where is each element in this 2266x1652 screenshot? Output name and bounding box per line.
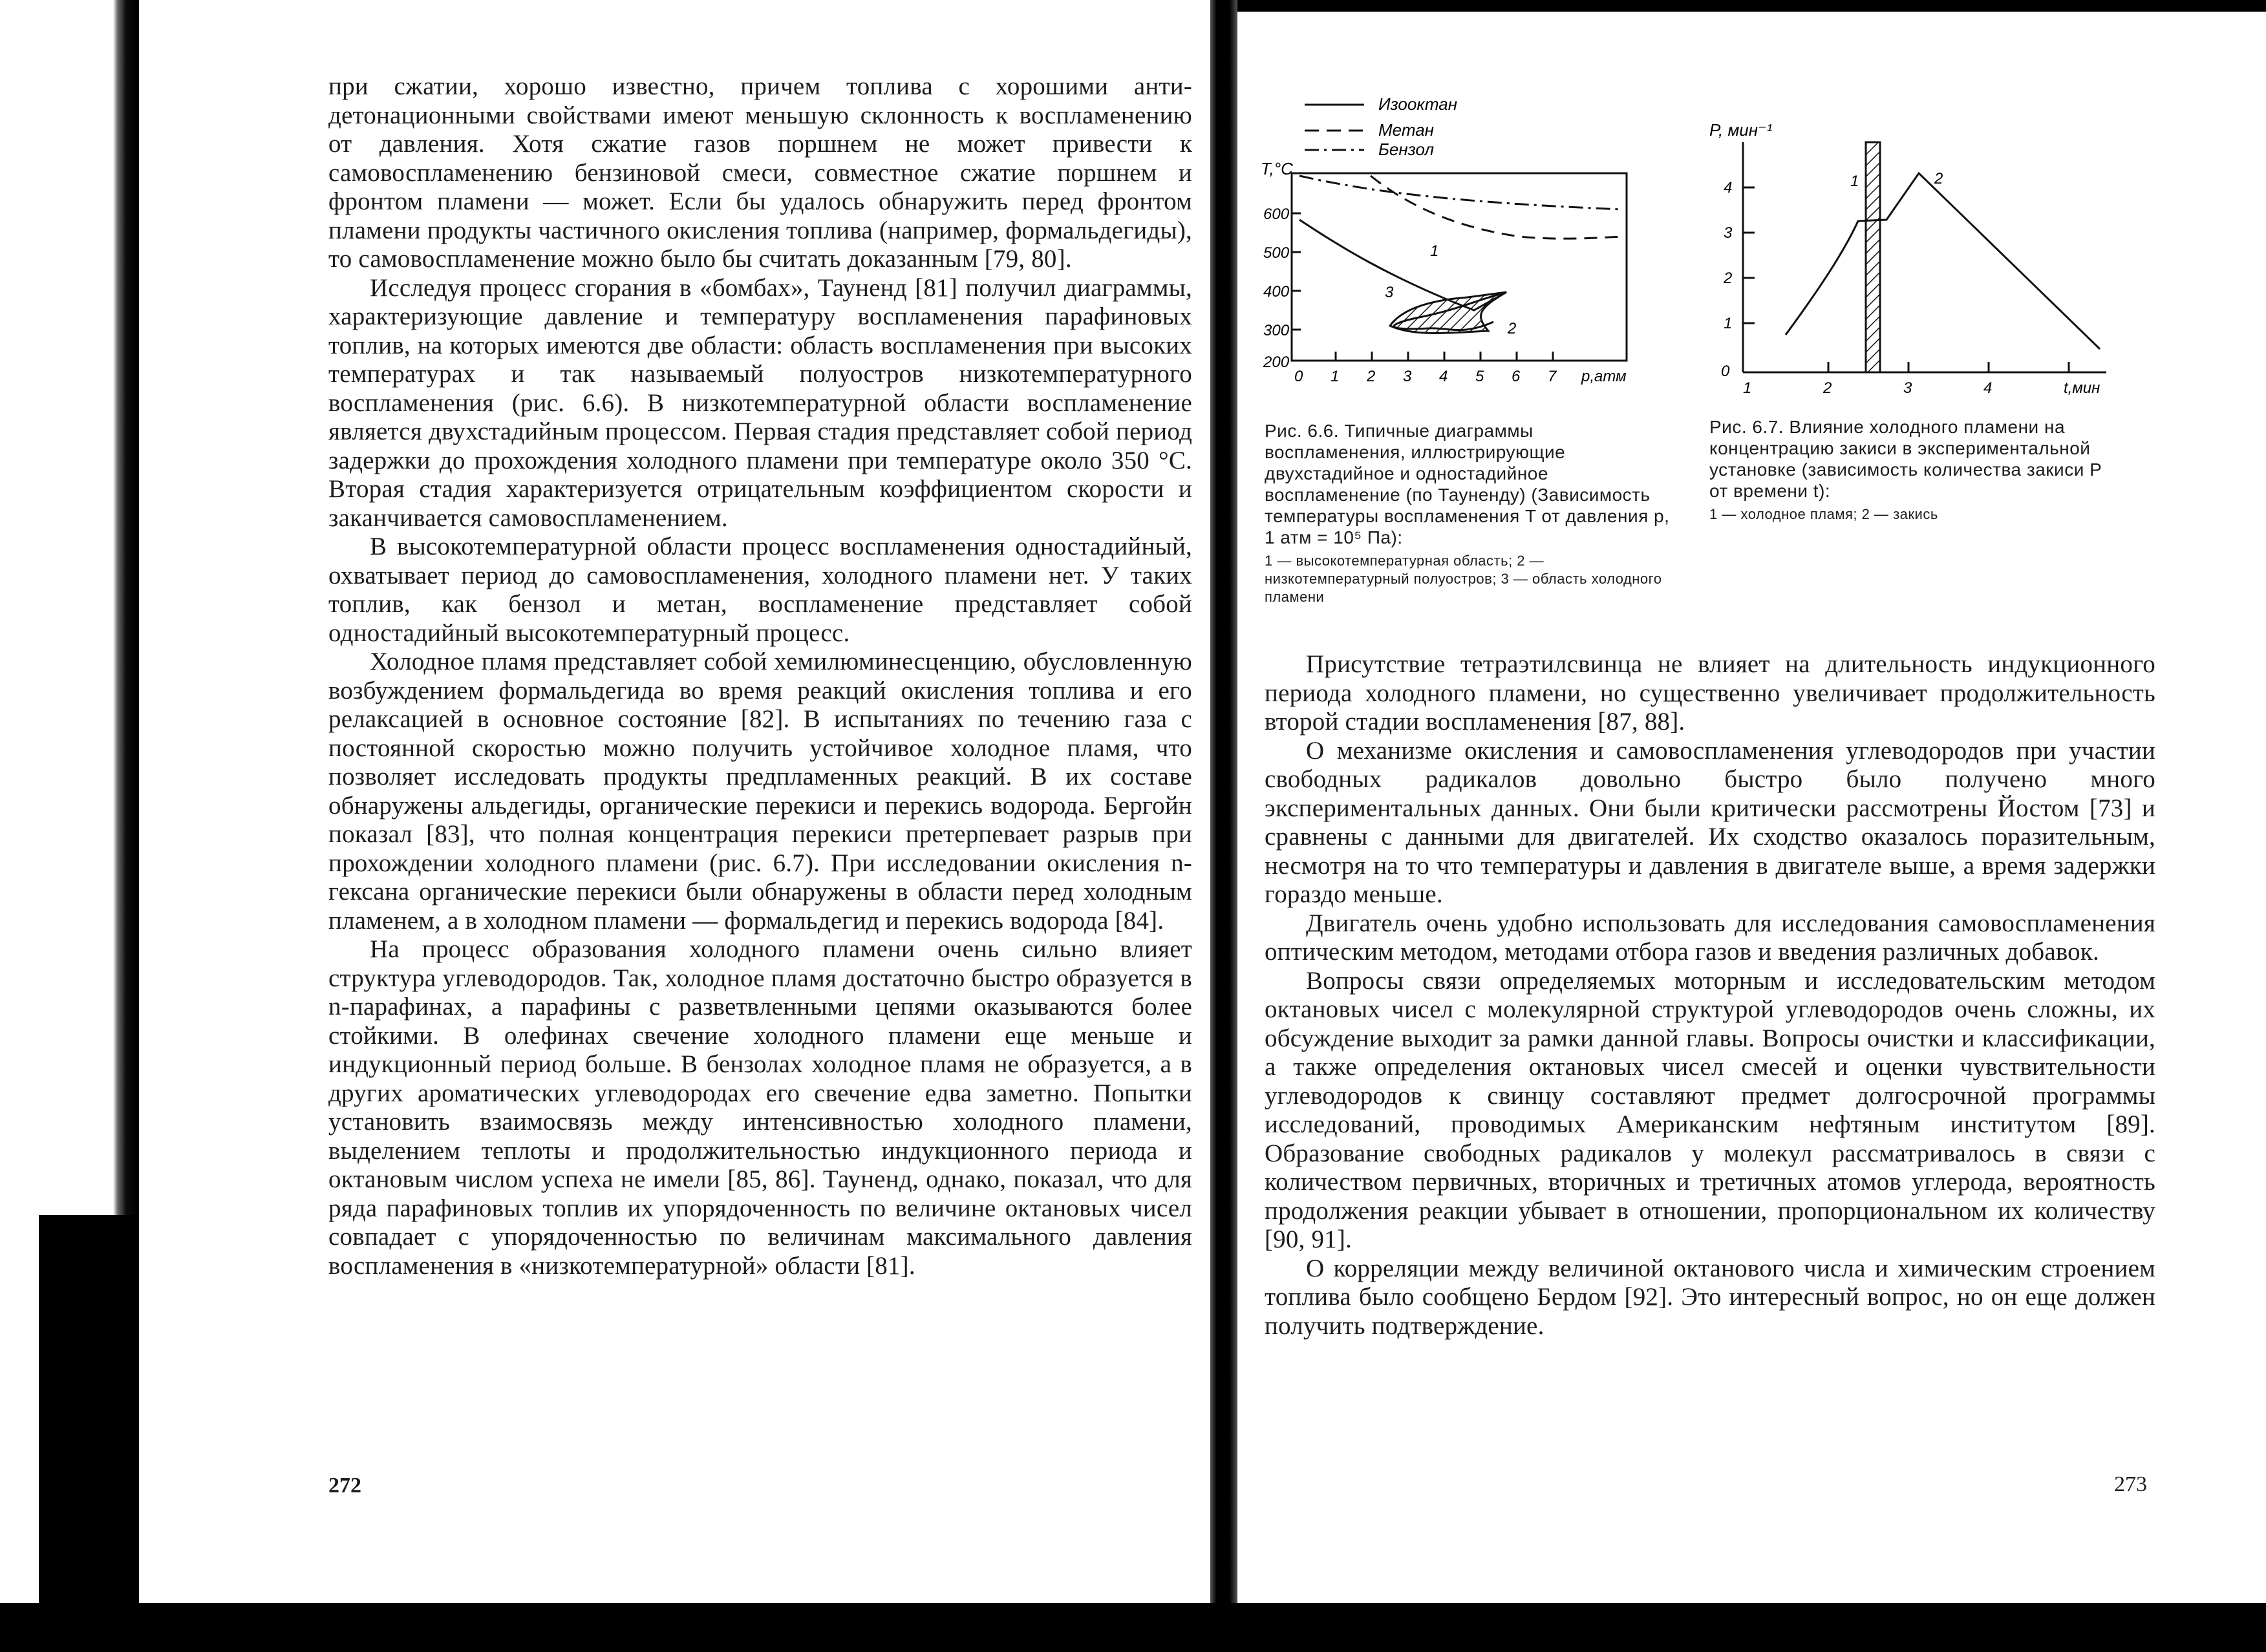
fig66-ytick-400: 400 (1263, 283, 1290, 301)
book-gutter (1210, 0, 1237, 1603)
fig67-cold-flame-band (1866, 142, 1880, 372)
fig66-xlabel: p,атм (1581, 368, 1627, 385)
left-paragraph-5: На процесс образования холодного пламени очень сильно влияет структура углеводородов. Так, холодное пламя достаточно быстро образуется в n-парафинах, а парафины с разветвленными цепями оказываются более стойкими. В олефинах свечение холодного пламени еще меньше и индукционный период больше. В бензолах холодное пламя не образуется, а в других ароматических углеводородах его свечение едва заметно. Попытки установить взаимосвязь между интенсивностью холодного пламени, выделением теплоты и продолжительностью индукционного периода и октановым числом успеха не имели [85, 86]. Тауненд, однако, показал, что для ряда парафиновых топлив их упорядоченность по величине октановых чисел совпадает с упорядоченностью по величинам максимального давления воспламенения в «низкотемпературной» области [81]. (328, 935, 1192, 1280)
fig66-xtick-6: 6 (1512, 368, 1521, 385)
fig67-ytick-1: 1 (1724, 315, 1733, 332)
fig67-caption-legend: 1 — холодное пламя; 2 — закись (1709, 506, 1938, 522)
scan-bottom-edge (0, 1603, 2266, 1652)
fig66-y-ticks (1263, 206, 1301, 371)
fig67-caption-text: Рис. 6.7. Влияние холодного пламени на концентрацию закиси в экспериментальной установке (зависимость количества закиси P от времени t): (1709, 417, 2102, 501)
fig66-curve-methane (1371, 176, 1623, 238)
scan-top-edge (1237, 0, 2266, 12)
fig66-xtick-7: 7 (1548, 368, 1557, 385)
fig66-xtick-3: 3 (1403, 368, 1412, 385)
fig67-curve-oxide (1786, 173, 2100, 349)
fig66-ytick-600: 600 (1263, 206, 1290, 223)
fig67-xtick-3: 3 (1903, 379, 1912, 397)
left-paragraph-1: при сжатии, хорошо известно, причем топлива с хорошими анти-детонационными свойствами имеют меньшую склонность к воспламенению от давления. Хотя сжатие газов поршнем не может привести к самовоспламенению бензиновой смеси, совместное сжатие поршнем и фронтом пламени — может. Если бы удалось обнаружить перед фронтом пламени продукты частичного окисления топлива (например, формальдегиды), то самовоспламенение можно было бы считать доказанным [79, 80]. (328, 72, 1192, 273)
fig67-ytick-0: 0 (1721, 363, 1730, 380)
fig67-ytick-4: 4 (1724, 179, 1733, 196)
right-paragraph-2: О механизме окисления и самовоспламенения углеводородов при участии свободных радикалов довольно быстро было получено много экспериментальных данных. Они были критически рассмотрены Йостом [73] и сравнены с данными для двигателей. Их сходство оказалось поразительным, несмотря на то что температуры и давления в двигателе выше, а время задержки гораздо меньше. (1265, 736, 2155, 908)
legend-label-isooctane: Изооктан (1378, 94, 1458, 114)
left-paragraph-3: В высокотемпературной области процесс воспламенения одностадийный, охватывает период до самовоспламенения, холодного пламени нет. У таких топлив, как бензол и метан, воспламенение представляет собой одностадийный высокотемпературный процесс. (328, 533, 1192, 647)
right-page-body (1265, 650, 2155, 1340)
left-paragraph-4: Холодное пламя представляет собой хемилюминесценцию, обусловленную возбуждением формальдегида во время реакций окисления топлива и его релаксацией в основное состояние [82]. В испытаниях по течению газа с постоянной скоростью можно получить устойчивое холодное пламя, что позволяет исследовать продукты предпламенных реакций. В их составе обнаружены альдегиды, органические перекиси и перекись водорода. Бергойн показал [83], что полная концентрация перекиси претерпевает разрыв при прохождении холодного пламени (рис. 6.7). При исследовании окисления n-гексана органические перекиси были обнаружены в области перед холодным пламенем, а в холодном пламени — формальдегид и перекись водорода [84]. (328, 648, 1192, 935)
fig67-ylabel: P, мин⁻¹ (1709, 120, 1773, 140)
fig66-curve-benzene (1299, 176, 1623, 209)
fig67-x-ticks (1743, 362, 2100, 397)
fig67-xlabel: t,мин (2064, 379, 2100, 397)
fig66-curve-label-3: 3 (1385, 284, 1394, 301)
fig66-xtick-4: 4 (1439, 368, 1448, 385)
fig66-cold-flame-region (1390, 292, 1506, 334)
right-paragraph-4: Вопросы связи определяемых моторным и исследовательским методом октановых чисел с молекулярной структурой углеводородов очень сложны, их обсуждение выходит за рамки данной главы. Вопросы очистки и классификации, а также определения октановых чисел смесей и оценки чувствительности углеводородов к свинцу составляют предмет долгосрочной программы исследований, проводимых Американским нефтяным институтом [89]. Образование свободных радикалов у молекул рассматривалось в связи с количеством первичных, вторичных и третичных атомов углерода, вероятность продолжения реакции убывает в отношении, пропорциональном их количеству [90, 91]. (1265, 966, 2155, 1253)
figure-6-6-diagram (1261, 90, 1674, 427)
fig66-caption-text: Рис. 6.6. Типичные диаграммы воспламенения, иллюстрирующие двухстадийное и одностадийное воспламенение (по Тауненду) (Зависимость температуры воспламенения T от давления p, 1 атм = 10⁵ Па): (1265, 421, 1670, 547)
fig66-xtick-0: 0 (1294, 368, 1303, 385)
legend-label-methane: Метан (1378, 120, 1434, 140)
fig67-curve-label-1: 1 (1850, 173, 1859, 190)
fig67-ytick-3: 3 (1724, 224, 1733, 242)
fig67-xtick-2: 2 (1823, 379, 1832, 397)
fig66-curve-label-2: 2 (1508, 320, 1517, 337)
fig66-ytick-300: 300 (1263, 322, 1290, 339)
fig66-xtick-1: 1 (1331, 368, 1340, 385)
fig66-x-ticks (1294, 352, 1627, 385)
fig66-caption-legend: 1 — высокотемпературная область; 2 — низкотемпературный полуостров; 3 — область холодного пламени (1265, 553, 1662, 605)
figure-6-6-caption (1265, 420, 1678, 606)
legend-label-benzene: Бензол (1378, 140, 1435, 159)
left-page-number: 272 (328, 1474, 361, 1498)
fig66-ylabel: T,°C (1261, 159, 1293, 178)
fig66-xtick-2: 2 (1367, 368, 1376, 385)
figure-6-7-diagram (1695, 116, 2122, 397)
figure-6-7-caption (1709, 416, 2123, 524)
right-page-number: 273 (2114, 1472, 2147, 1496)
fig66-ytick-200: 200 (1263, 354, 1290, 371)
fig67-curve-label-2: 2 (1934, 170, 1943, 187)
fig66-ytick-500: 500 (1263, 244, 1290, 262)
fig67-y-ticks (1721, 179, 1755, 380)
scan-left-edge-shadow (39, 1215, 136, 1652)
left-page-body (328, 72, 1192, 1280)
left-paragraph-2: Исследуя процесс сгорания в «бомбах», Тауненд [81] получил диаграммы, характеризующие давление и температуру воспламенения парафиновых топлив, на которых имеются две области: область воспламенения при высоких температурах и так называемый полуостров низкотемпературного воспламенения (рис. 6.6). В низкотемпературной области воспламенение является двухстадийным процессом. Первая стадия представляет собой период задержки до прохождения холодного пламени при температуре около 350 °С. Вторая стадия характеризуется отрицательным коэффициентом скорости и заканчивается самовоспламенением. (328, 273, 1192, 532)
right-paragraph-5: О корреляции между величиной октанового числа и химическим строением топлива было сообщено Бердом [92]. Это интересный вопрос, но он еще должен получить подтверждение. (1265, 1254, 2155, 1340)
fig67-ytick-2: 2 (1724, 270, 1733, 287)
fig66-xtick-5: 5 (1475, 368, 1484, 385)
fig66-curve-label-1: 1 (1430, 242, 1439, 260)
fig67-xtick-1: 1 (1743, 379, 1752, 397)
right-paragraph-1: Присутствие тетраэтилсвинца не влияет на длительность индукционного периода холодного пламени, но существенно увеличивает продолжительность второй стадии воспламенения [87, 88]. (1265, 650, 2155, 736)
right-paragraph-3: Двигатель очень удобно использовать для исследования самовоспламенения оптическим методом, методами отбора газов и введения различных добавок. (1265, 909, 2155, 966)
fig67-xtick-4: 4 (1983, 379, 1993, 397)
